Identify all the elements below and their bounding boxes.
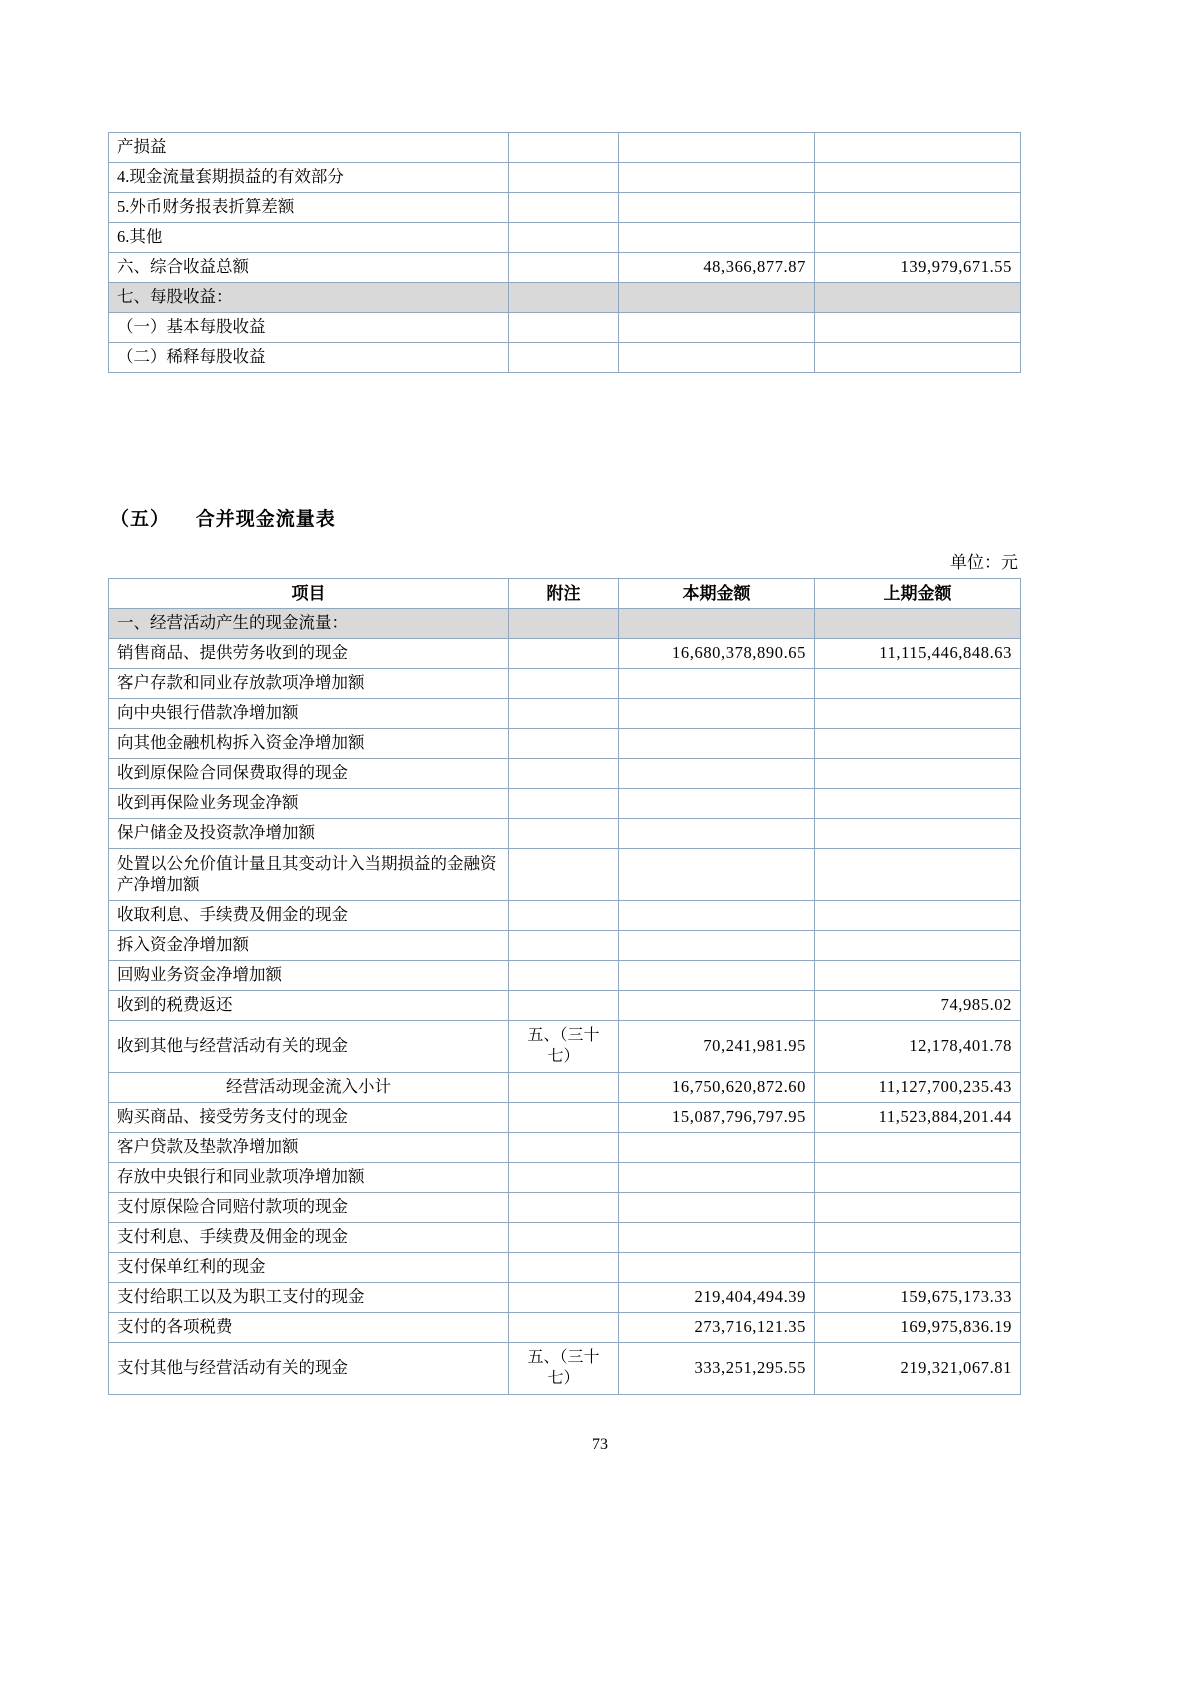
row-previous-amount: [815, 1253, 1021, 1283]
row-label: 收到原保险合同保费取得的现金: [109, 759, 509, 789]
table-row: [109, 223, 1021, 253]
row-previous-amount: 169,975,836.19: [815, 1313, 1021, 1343]
row-current-amount: [619, 669, 815, 699]
row-note: [509, 669, 619, 699]
row-previous-amount: [815, 849, 1021, 901]
row-current-amount: [619, 1163, 815, 1193]
row-label: 存放中央银行和同业款项净增加额: [109, 1163, 509, 1193]
row-label: （二）稀释每股收益: [109, 343, 509, 373]
row-current-amount: 48,366,877.87: [619, 253, 815, 283]
row-note: [509, 193, 619, 223]
row-current-amount: 70,241,981.95: [619, 1021, 815, 1073]
row-previous-amount: 219,321,067.81: [815, 1343, 1021, 1395]
row-current-amount: [619, 133, 815, 163]
table-row: [109, 759, 1021, 789]
table-row: [109, 669, 1021, 699]
row-label: 支付的各项税费: [109, 1313, 509, 1343]
row-current-amount: 16,680,378,890.65: [619, 639, 815, 669]
row-note: [509, 639, 619, 669]
row-previous-amount: 12,178,401.78: [815, 1021, 1021, 1073]
row-note: [509, 931, 619, 961]
column-header-note: 附注: [509, 579, 619, 609]
row-previous-amount: [815, 901, 1021, 931]
comprehensive-income-table-body: [109, 133, 1021, 373]
table-row: [109, 901, 1021, 931]
table-row: [109, 729, 1021, 759]
table-row: [109, 961, 1021, 991]
row-current-amount: [619, 849, 815, 901]
row-current-amount: [619, 1223, 815, 1253]
table-row: [109, 1283, 1021, 1313]
row-note: 五、（三十七）: [509, 1343, 619, 1395]
row-note: [509, 1193, 619, 1223]
row-note: [509, 609, 619, 639]
row-current-amount: [619, 729, 815, 759]
row-current-amount: [619, 1133, 815, 1163]
row-label: 销售商品、提供劳务收到的现金: [109, 639, 509, 669]
row-note: [509, 283, 619, 313]
table-row: [109, 931, 1021, 961]
row-current-amount: [619, 961, 815, 991]
row-note: [509, 1073, 619, 1103]
row-current-amount: [619, 819, 815, 849]
row-previous-amount: [815, 961, 1021, 991]
row-label: 拆入资金净增加额: [109, 931, 509, 961]
row-previous-amount: [815, 699, 1021, 729]
row-note: [509, 1133, 619, 1163]
page-number: 73: [592, 1436, 608, 1453]
table-row: [109, 609, 1021, 639]
row-previous-amount: [815, 1223, 1021, 1253]
cash-flow-table-body: [109, 609, 1021, 1395]
table-row: [109, 639, 1021, 669]
table-row: [109, 1253, 1021, 1283]
row-previous-amount: [815, 1163, 1021, 1193]
row-label: 支付原保险合同赔付款项的现金: [109, 1193, 509, 1223]
row-note: [509, 1223, 619, 1253]
table-row: [109, 343, 1021, 373]
row-note: [509, 253, 619, 283]
comprehensive-income-table: [108, 132, 1021, 373]
table-row: [109, 991, 1021, 1021]
row-current-amount: [619, 789, 815, 819]
row-note: [509, 163, 619, 193]
row-previous-amount: [815, 1193, 1021, 1223]
row-current-amount: [619, 163, 815, 193]
section-heading: [110, 504, 336, 531]
table-row: [109, 163, 1021, 193]
row-current-amount: [619, 223, 815, 253]
row-current-amount: [619, 313, 815, 343]
table-row: [109, 1313, 1021, 1343]
row-previous-amount: [815, 789, 1021, 819]
table-row: [109, 819, 1021, 849]
column-header-current: 本期金额: [619, 579, 815, 609]
row-label: 六、综合收益总额: [109, 253, 509, 283]
row-current-amount: [619, 991, 815, 1021]
row-note: [509, 343, 619, 373]
row-note: [509, 819, 619, 849]
cash-flow-table-head: [109, 579, 1021, 609]
row-label: 一、经营活动产生的现金流量：: [109, 609, 509, 639]
table-row: [109, 313, 1021, 343]
row-previous-amount: [815, 1133, 1021, 1163]
row-previous-amount: [815, 759, 1021, 789]
row-label: 七、每股收益：: [109, 283, 509, 313]
row-note: [509, 901, 619, 931]
row-label: 收取利息、手续费及佣金的现金: [109, 901, 509, 931]
row-current-amount: 273,716,121.35: [619, 1313, 815, 1343]
row-note: [509, 699, 619, 729]
table-header-row: [109, 579, 1021, 609]
column-header-previous: 上期金额: [815, 579, 1021, 609]
row-previous-amount: 11,115,446,848.63: [815, 639, 1021, 669]
table-row: [109, 699, 1021, 729]
row-current-amount: [619, 901, 815, 931]
row-label: 收到的税费返还: [109, 991, 509, 1021]
row-note: [509, 991, 619, 1021]
row-note: [509, 1283, 619, 1313]
table-row: [109, 283, 1021, 313]
row-label: 保户储金及投资款净增加额: [109, 819, 509, 849]
row-label: 支付其他与经营活动有关的现金: [109, 1343, 509, 1395]
row-label: （一）基本每股收益: [109, 313, 509, 343]
row-label: 向其他金融机构拆入资金净增加额: [109, 729, 509, 759]
row-label: 4.现金流量套期损益的有效部分: [109, 163, 509, 193]
row-label: 支付利息、手续费及佣金的现金: [109, 1223, 509, 1253]
row-label: 客户存款和同业存放款项净增加额: [109, 669, 509, 699]
row-current-amount: [619, 699, 815, 729]
row-note: [509, 1253, 619, 1283]
table-row: [109, 1021, 1021, 1073]
row-note: [509, 1103, 619, 1133]
row-previous-amount: [815, 669, 1021, 699]
row-label: 产损益: [109, 133, 509, 163]
section-index: （五）: [110, 509, 171, 530]
row-previous-amount: [815, 819, 1021, 849]
table-row: [109, 193, 1021, 223]
row-label: 经营活动现金流入小计: [109, 1073, 509, 1103]
row-previous-amount: 11,523,884,201.44: [815, 1103, 1021, 1133]
table-row: [109, 1133, 1021, 1163]
row-previous-amount: [815, 133, 1021, 163]
column-header-item: 项目: [109, 579, 509, 609]
table-row: [109, 1193, 1021, 1223]
row-current-amount: 219,404,494.39: [619, 1283, 815, 1313]
row-current-amount: [619, 283, 815, 313]
row-previous-amount: [815, 931, 1021, 961]
row-previous-amount: [815, 729, 1021, 759]
row-note: [509, 133, 619, 163]
row-label: 回购业务资金净增加额: [109, 961, 509, 991]
row-previous-amount: [815, 283, 1021, 313]
table-row: [109, 1103, 1021, 1133]
row-note: [509, 789, 619, 819]
row-current-amount: 333,251,295.55: [619, 1343, 815, 1395]
table-row: [109, 789, 1021, 819]
row-note: [509, 729, 619, 759]
row-previous-amount: [815, 313, 1021, 343]
row-previous-amount: [815, 609, 1021, 639]
cash-flow-statement-table: [108, 578, 1021, 1395]
row-previous-amount: [815, 223, 1021, 253]
row-label: 客户贷款及垫款净增加额: [109, 1133, 509, 1163]
row-current-amount: [619, 1193, 815, 1223]
row-current-amount: 15,087,796,797.95: [619, 1103, 815, 1133]
row-label: 6.其他: [109, 223, 509, 253]
row-label: 支付给职工以及为职工支付的现金: [109, 1283, 509, 1313]
row-label: 处置以公允价值计量且其变动计入当期损益的金融资产净增加额: [109, 849, 509, 901]
row-label: 收到其他与经营活动有关的现金: [109, 1021, 509, 1073]
table-row: [109, 849, 1021, 901]
row-note: [509, 223, 619, 253]
row-label: 支付保单红利的现金: [109, 1253, 509, 1283]
row-note: [509, 961, 619, 991]
row-note: [509, 849, 619, 901]
row-current-amount: [619, 759, 815, 789]
table-row: [109, 1223, 1021, 1253]
row-current-amount: [619, 931, 815, 961]
table-row: [109, 1073, 1021, 1103]
table-row: [109, 133, 1021, 163]
row-label: 收到再保险业务现金净额: [109, 789, 509, 819]
row-current-amount: [619, 343, 815, 373]
row-previous-amount: [815, 193, 1021, 223]
table-row: [109, 1163, 1021, 1193]
row-current-amount: [619, 609, 815, 639]
row-previous-amount: 11,127,700,235.43: [815, 1073, 1021, 1103]
table-row: [109, 1343, 1021, 1395]
row-current-amount: 16,750,620,872.60: [619, 1073, 815, 1103]
row-previous-amount: [815, 163, 1021, 193]
table-row: [109, 253, 1021, 283]
row-label: 向中央银行借款净增加额: [109, 699, 509, 729]
row-note: [509, 759, 619, 789]
row-current-amount: [619, 1253, 815, 1283]
row-note: [509, 313, 619, 343]
unit-note: 单位：元: [950, 553, 1018, 572]
section-title: 合并现金流量表: [195, 509, 336, 530]
row-current-amount: [619, 193, 815, 223]
row-previous-amount: 74,985.02: [815, 991, 1021, 1021]
row-previous-amount: [815, 343, 1021, 373]
row-note: [509, 1163, 619, 1193]
row-previous-amount: 159,675,173.33: [815, 1283, 1021, 1313]
row-note: [509, 1313, 619, 1343]
row-note: 五、（三十七）: [509, 1021, 619, 1073]
row-previous-amount: 139,979,671.55: [815, 253, 1021, 283]
row-label: 购买商品、接受劳务支付的现金: [109, 1103, 509, 1133]
row-label: 5.外币财务报表折算差额: [109, 193, 509, 223]
